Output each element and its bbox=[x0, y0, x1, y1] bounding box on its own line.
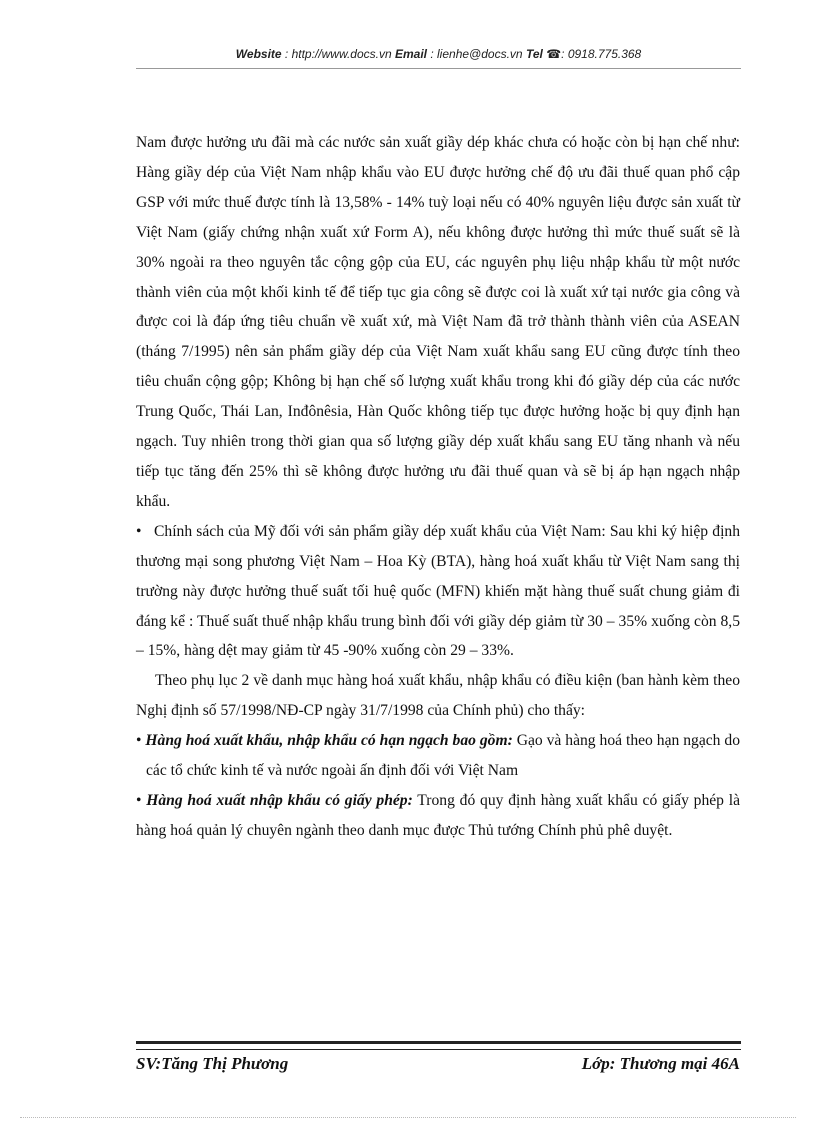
footer-student: SV:Tăng Thị Phương bbox=[136, 1054, 289, 1073]
tel-label: Tel bbox=[525, 47, 543, 61]
bullet-usa-policy-text: Chính sách của Mỹ đối với sản phẩm giầy dép xuất khẩu của Việt Nam: Sau khi ký hiệp định thương mại song phương Việt Nam – Hoa Kỳ (BTA), hàng hoá xuất khẩu từ Việt Nam sang thị trường này được hưởng thuế suất tối huệ quốc (MFN) khiến mặt hàng thuế suất chung giảm đi đáng kể : Thuế suất thuế nhập khẩu trung bình đối với giầy dép giảm từ 30 – 35% xuống còn 8,5 – 15%, hàng dệt may giảm từ 45 -90% xuống còn 29 – 33%. bbox=[136, 522, 740, 660]
tel-value: 0918.775.368 bbox=[567, 47, 642, 61]
bullet-icon: • bbox=[136, 791, 142, 809]
bullet-icon: • bbox=[136, 732, 142, 750]
footer-divider bbox=[136, 1041, 741, 1050]
paragraph-2: Theo phụ lục 2 về danh mục hàng hoá xuất khẩu, nhập khẩu có điều kiện (ban hành kèm theo Nghị định số 57/1998/NĐ-CP ngày 31/7/1998 của Chính phủ) cho thấy: bbox=[136, 672, 740, 720]
bullet-quota-heading: Hàng hoá xuất khẩu, nhập khẩu có hạn ngạch bao gồm: bbox=[145, 732, 513, 750]
email-link[interactable]: lienhe@docs.vn bbox=[437, 47, 523, 61]
bullet-licensed-text: Trong đó quy định hàng xuất khẩu có giấy phép là hàng hoá quản lý chuyên ngành theo danh mục được Thủ tướng Chính phủ phê duyệt. bbox=[136, 791, 740, 839]
header-divider bbox=[136, 68, 741, 69]
telephone-icon: ☎ bbox=[546, 47, 562, 61]
website-label: Website bbox=[235, 47, 282, 61]
document-body bbox=[136, 128, 740, 846]
bullet-quota-goods bbox=[136, 726, 740, 786]
page-bottom-divider bbox=[20, 1117, 796, 1118]
page-header: Website : http://www.docs.vn Email : lienhe@docs.vn Tel ☎: 0918.775.368 bbox=[235, 47, 642, 61]
footer-class: Lớp: Thương mại 46A bbox=[581, 1054, 740, 1073]
bullet-licensed-goods bbox=[136, 786, 740, 846]
bullet-icon: • bbox=[136, 522, 142, 540]
website-link[interactable]: http://www.docs.vn bbox=[291, 47, 392, 61]
bullet-quota-text: Gạo và hàng hoá theo hạn ngạch do các tổ chức kinh tế và nước ngoài ấn định đối với Việt Nam bbox=[146, 732, 740, 780]
email-label: Email bbox=[394, 47, 427, 61]
bullet-licensed-heading: Hàng hoá xuất nhập khẩu có giấy phép: bbox=[146, 791, 413, 809]
paragraph-1: Nam được hưởng ưu đãi mà các nước sản xuất giầy dép khác chưa có hoặc còn bị hạn chế như: Hàng giầy dép của Việt Nam nhập khẩu vào EU được hưởng chế độ ưu đãi thuế quan phổ cập GSP với mức thuế được tính là 13,58% - 14% tuỳ loại nếu có 40% nguyên liệu được sản xuất từ Việt Nam (giấy chứng nhận xuất xứ Form A), nếu không được hưởng thì mức thuế suất sẽ là 30% ngoài ra theo nguyên tắc cộng gộp của EU, các nguyên phụ liệu nhập khẩu từ một nước thành viên của một khối kinh tế để tiếp tục gia công sẽ được coi là xuất xứ tại nước gia công và được coi là đáp ứng tiêu chuẩn về xuất xứ, mà Việt Nam đã trở thành thành viên của ASEAN (tháng 7/1995) nên sản phẩm giầy dép của Việt Nam xuất khẩu sang EU cũng được tính theo tiêu chuẩn cộng gộp; Không bị hạn chế số lượng xuất khẩu trong khi đó giầy dép của các nước Trung Quốc, Thái Lan, Inđônêsia, Hàn Quốc không tiếp tục được hưởng hoặc bị quy định hạn ngạch. Tuy nhiên trong thời gian qua số lượng giầy dép xuất khẩu sang EU tăng nhanh và nếu tiếp tục tăng đến 25% thì sẽ không được hưởng ưu đãi thuế quan và sẽ bị áp hạn ngạch nhập khẩu. bbox=[136, 134, 740, 510]
bullet-usa-policy bbox=[136, 517, 740, 667]
